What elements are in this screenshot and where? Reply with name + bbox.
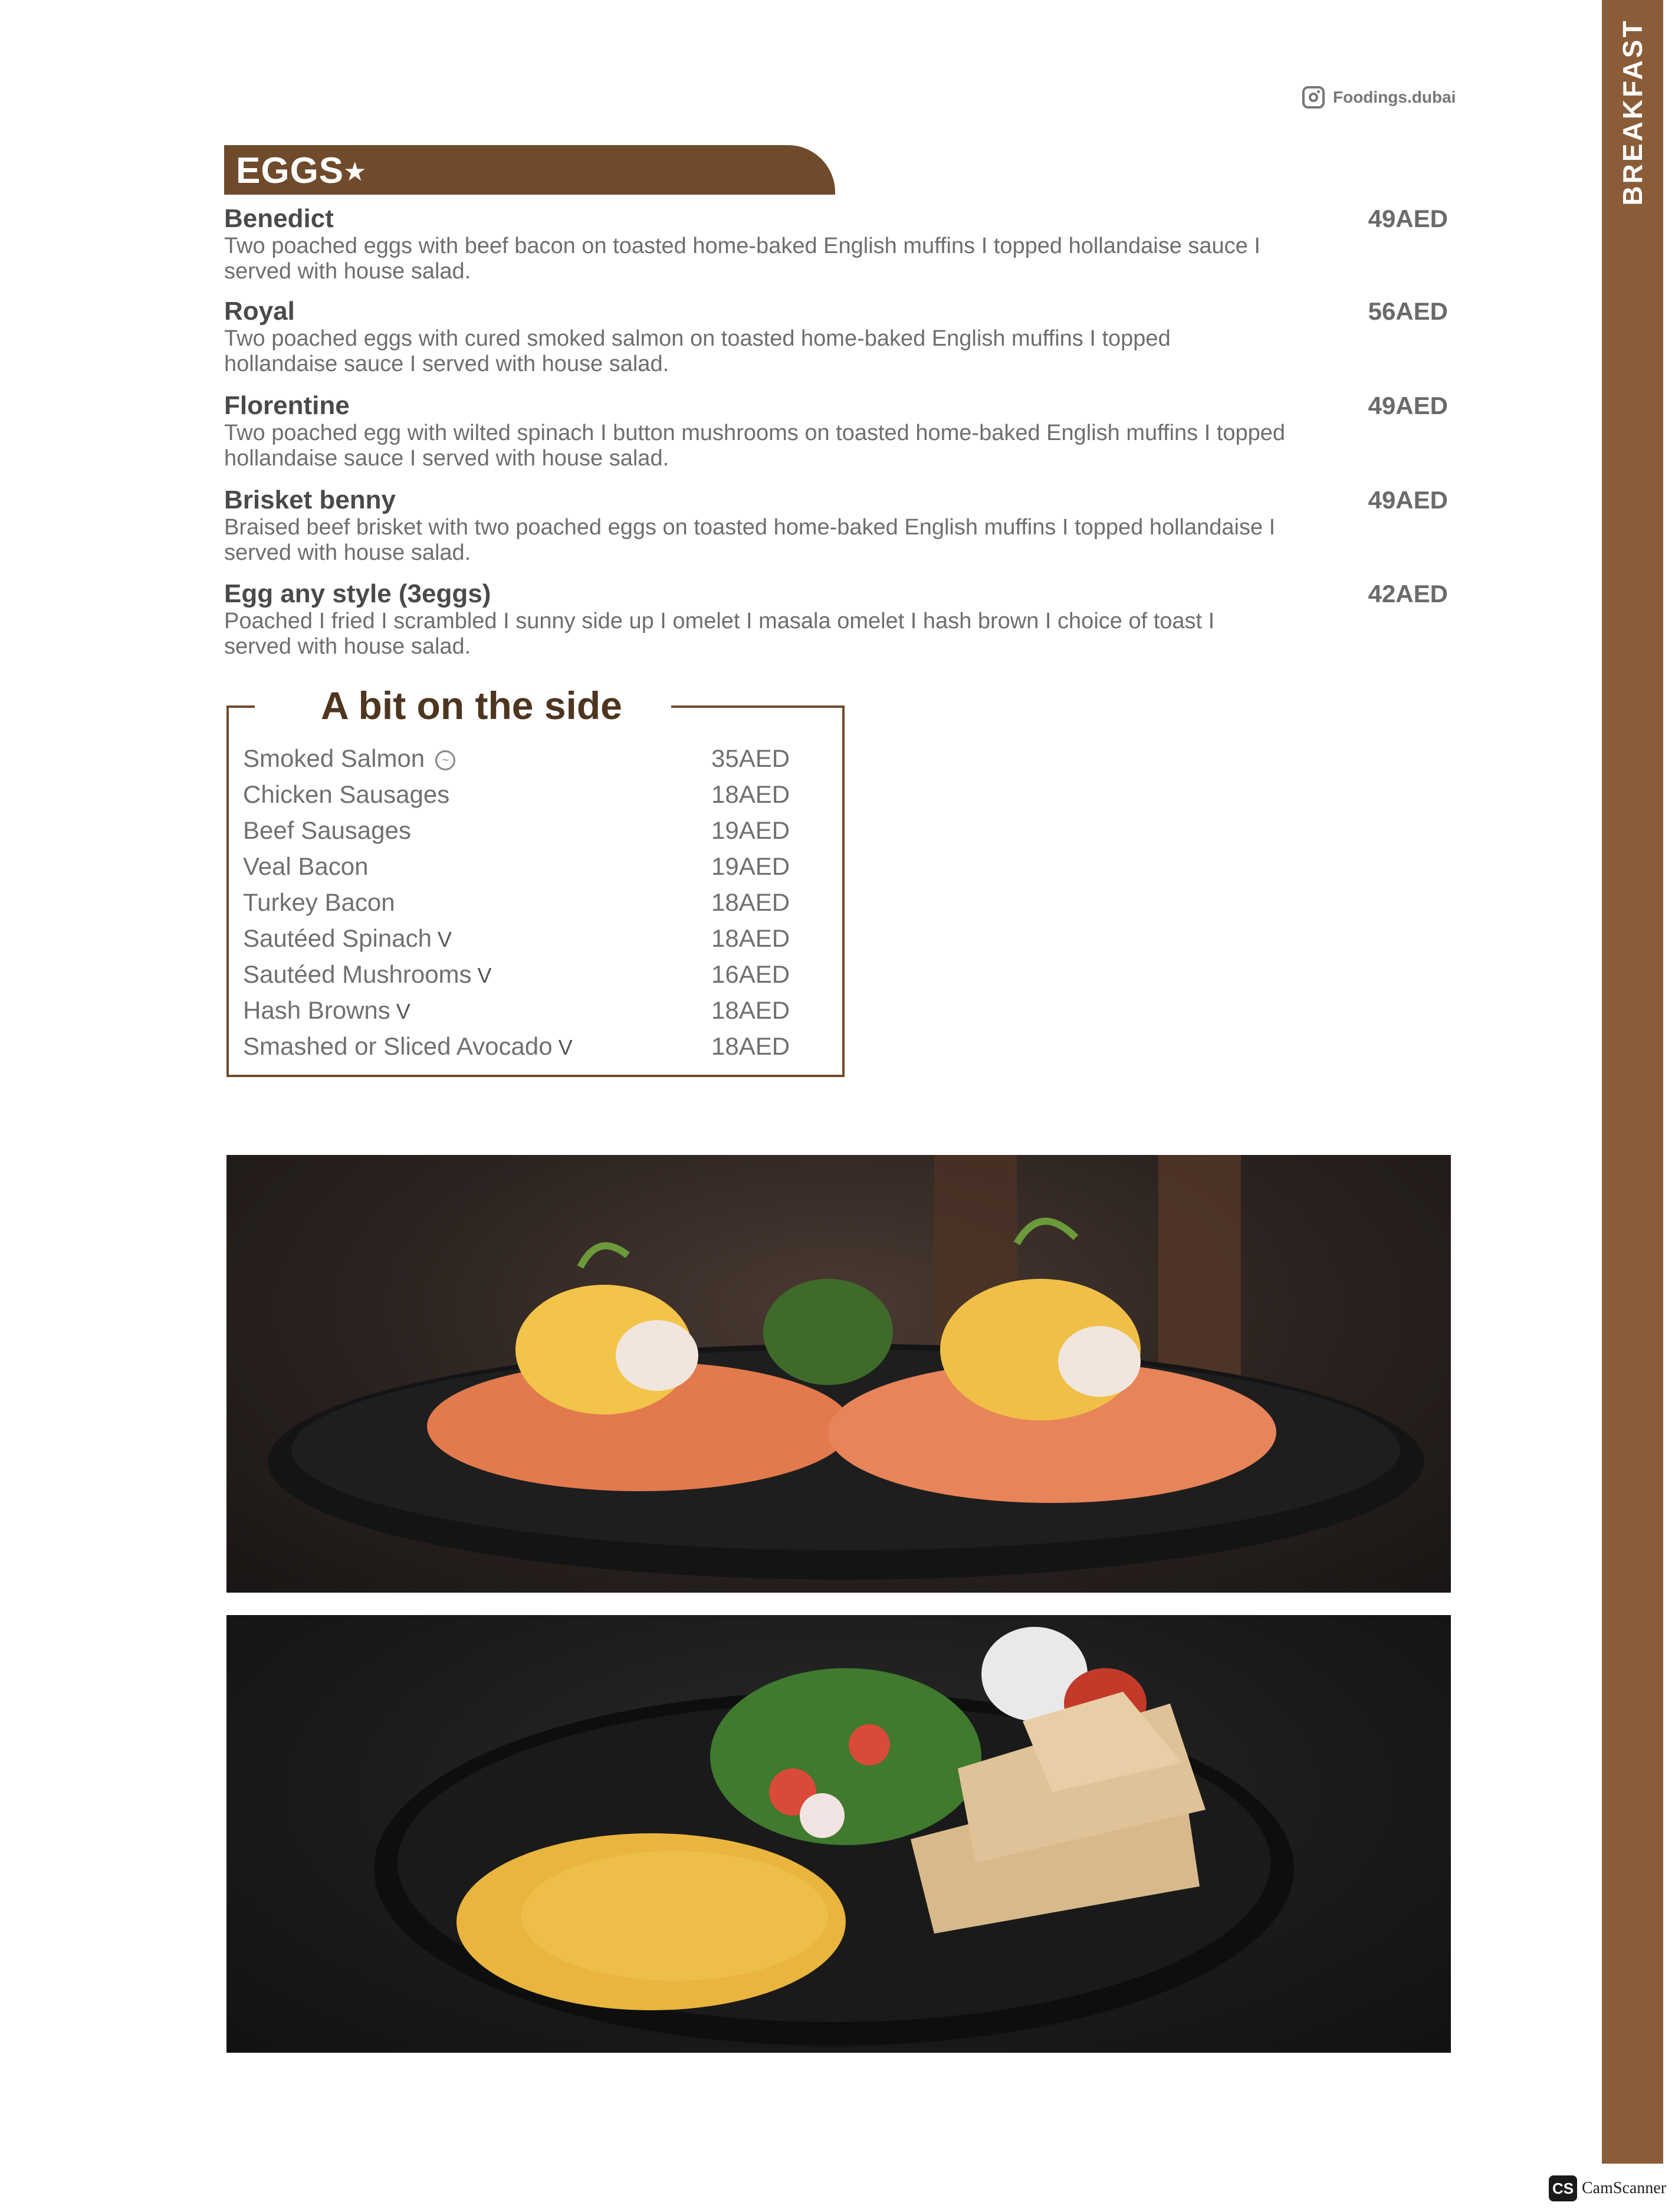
side-item-price: 19AED [711, 852, 790, 880]
instagram-handle [1302, 86, 1456, 109]
side-item-price: 19AED [711, 816, 790, 844]
side-item-price: 18AED [711, 888, 790, 916]
side-item-price: 16AED [711, 960, 790, 988]
menu-item-description: Two poached eggs with cured smoked salmon on toasted home-baked English muffins I topped hollandaise sauce I served with house salad. [224, 326, 1171, 376]
menu-item-description: Two poached egg with wilted spinach I button mushrooms on toasted home-baked English muffins I topped hollandaise sauce I served with house salad. [224, 421, 1286, 471]
vegetarian-icon: V [477, 963, 492, 987]
menu-item-name: Brisket benny [224, 485, 396, 514]
side-item-name: Turkey Bacon [243, 888, 395, 916]
side-item-price: 35AED [711, 744, 790, 772]
menu-item-price: 42AED [1368, 580, 1448, 608]
menu-item-name: Florentine [224, 391, 350, 420]
side-item [243, 849, 833, 885]
menu-item [224, 391, 1448, 471]
instagram-handle-text: Foodings.dubai [1333, 88, 1456, 106]
menu-item-price: 49AED [1368, 486, 1448, 514]
side-item-name: Smoked Salmon ~ [243, 744, 455, 773]
menu-item-name: Egg any style (3eggs) [224, 579, 491, 608]
menu-item-name: Royal [224, 297, 295, 326]
sides-box [226, 684, 845, 1077]
section-header-banner [224, 145, 835, 195]
menu-item-price: 56AED [1368, 297, 1448, 325]
side-item [243, 993, 833, 1029]
omelette-illustration [226, 1615, 1451, 2053]
side-item-price: 18AED [711, 780, 790, 808]
side-tab-label: BREAKFAST [1617, 18, 1648, 206]
menu-item-price: 49AED [1368, 205, 1448, 232]
sides-title: A bit on the side [321, 684, 622, 727]
side-item [243, 921, 833, 957]
side-item-name: Sautéed Spinach V [243, 924, 452, 952]
menu-item [224, 297, 1448, 377]
fish-icon: ~ [435, 750, 455, 770]
side-item-name: Sautéed Mushrooms V [243, 960, 492, 988]
menu-item-description: Braised beef brisket with two poached eggs on toasted home-baked English muffins I topped hollandaise I served with house salad. [224, 515, 1276, 565]
side-item-name: Chicken Sausages [243, 780, 450, 808]
section-side-tab [1602, 0, 1663, 2164]
menu-item [224, 579, 1448, 659]
sides-list [243, 741, 833, 1065]
side-item-price: 18AED [711, 1032, 790, 1060]
section-title: EGGS [236, 150, 344, 191]
side-item [243, 957, 833, 993]
side-item [243, 777, 833, 813]
menu-item-description: Two poached eggs with beef bacon on toasted home-baked English muffins I topped hollandaise sauce I served with house salad. [224, 234, 1260, 284]
side-item-name: Veal Bacon [243, 852, 369, 880]
side-item-price: 18AED [711, 996, 790, 1024]
camscanner-icon: CS [1549, 2175, 1577, 2201]
vegetarian-icon: V [437, 927, 452, 951]
eggs-royale-photo [226, 1155, 1451, 1593]
side-item [243, 813, 833, 849]
camscanner-text: CamScanner [1582, 2179, 1667, 2197]
vegetarian-icon: V [396, 999, 410, 1023]
side-item-name: Beef Sausages [243, 816, 411, 844]
menu-item-name: Benedict [224, 204, 334, 233]
omelette-photo [226, 1615, 1451, 2053]
star-icon: ★ [343, 157, 367, 186]
side-item [243, 885, 833, 921]
side-item [243, 1029, 833, 1065]
vegetarian-icon: V [558, 1035, 573, 1059]
side-item-name: Smashed or Sliced Avocado V [243, 1032, 573, 1060]
menu-item [224, 485, 1448, 566]
camscanner-watermark [1549, 2175, 1666, 2201]
side-item-name: Hash Browns V [243, 996, 410, 1024]
menu-item [224, 204, 1448, 284]
instagram-icon [1302, 86, 1325, 109]
menu-item-description: Poached I fried I scrambled I sunny side up I omelet I masala omelet I hash brown I choice of toast I served with house salad. [224, 609, 1215, 659]
side-item-price: 18AED [711, 924, 790, 952]
side-item [243, 741, 833, 777]
eggs-royale-illustration [226, 1155, 1451, 1593]
menu-item-price: 49AED [1368, 392, 1448, 419]
